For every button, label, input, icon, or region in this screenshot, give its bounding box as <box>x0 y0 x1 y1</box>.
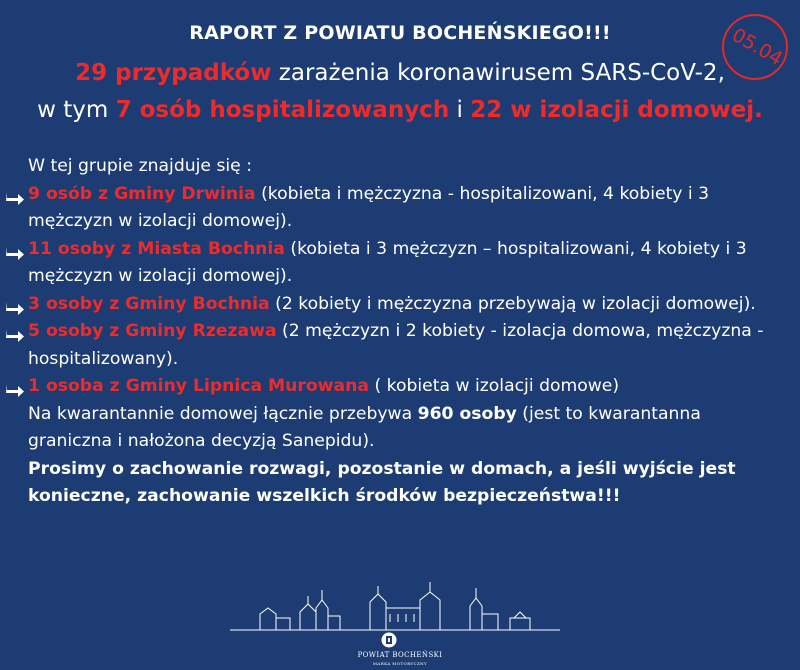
entry-location: 5 osoby z Gminy Rzezawa <box>28 321 277 341</box>
arrow-right-icon <box>6 246 25 260</box>
quarantine-count: 960 osoby <box>417 403 517 424</box>
list-item <box>28 236 788 291</box>
town-skyline-illustration <box>230 578 560 638</box>
headline-line-2-conj: i <box>449 97 471 123</box>
quarantine-prefix: Na kwarantannie domowej łącznie przebywa <box>28 403 418 424</box>
home-isolation-count: 22 w izolacji domowej. <box>470 97 763 123</box>
entry-details: (2 kobiety i mężczyzna przebywają w izolacji domowej). <box>269 293 756 314</box>
arrow-right-icon <box>6 191 25 205</box>
entry-details: (2 mężczyzn i 2 kobiety - izolacja domowa, mężczyzna - hospitalizowany). <box>28 321 764 369</box>
entry-details: (kobieta i mężczyzna - hospitalizowani, 4 kobiety i 3 mężczyzn w izolacji domowej). <box>28 183 710 231</box>
entry-location: 11 osoby z Miasta Bochnia <box>28 238 285 259</box>
report-title: RAPORT Z POWIATU BOCHEŃSKIEGO!!! <box>189 22 611 44</box>
list-item <box>28 318 788 373</box>
stamp-date: 05.04 <box>728 23 787 71</box>
report-body <box>28 153 788 511</box>
county-emblem-icon <box>381 632 397 648</box>
arrow-right-icon <box>6 328 25 342</box>
entry-details: ( kobieta w izolacji domowe) <box>368 376 620 396</box>
headline-line-1 <box>0 60 800 86</box>
arrow-right-icon <box>6 301 25 315</box>
entry-location: 3 osoby z Gminy Bochnia <box>28 293 270 314</box>
entry-details: (kobieta i 3 mężczyzn – hospitalizowani, 4 kobiety i 3 mężczyzn w izolacji domowej). <box>28 238 747 286</box>
headline-line-2-prefix: w tym <box>37 97 116 123</box>
headline-line-2 <box>0 97 800 123</box>
arrow-right-icon <box>6 383 25 397</box>
list-item <box>28 181 788 236</box>
footer-brand-name: POWIAT BOCHEŃSKI <box>357 651 443 659</box>
list-item <box>28 291 788 319</box>
hospitalized-count: 7 osób hospitalizowanych <box>115 97 450 123</box>
entry-location: 1 osoba z Gminy Lipnica Murowana <box>28 376 369 396</box>
list-item <box>28 373 788 401</box>
intro-text: W tej grupie znajduje się : <box>28 156 252 176</box>
quarantine-text <box>28 401 788 456</box>
quarantine-suffix: (jest to kwarantanna graniczna i nałożona decyzją Sanepidu). <box>28 403 701 451</box>
entry-location: 9 osób z Gminy Drwinia <box>28 183 256 204</box>
footer-brand-subtitle: MARKA MOTORYCZNY <box>372 661 428 666</box>
appeal-text: Prosimy o zachowanie rozwagi, pozostanie w domach, a jeśli wyjście jest konieczne, zachowanie wszelkich środków bezpieczeństwa!!! <box>28 458 736 506</box>
cases-count: 29 przypadków <box>75 60 272 86</box>
headline-line-1-text: zarażenia koronawirusem SARS-CoV-2, <box>271 60 725 86</box>
